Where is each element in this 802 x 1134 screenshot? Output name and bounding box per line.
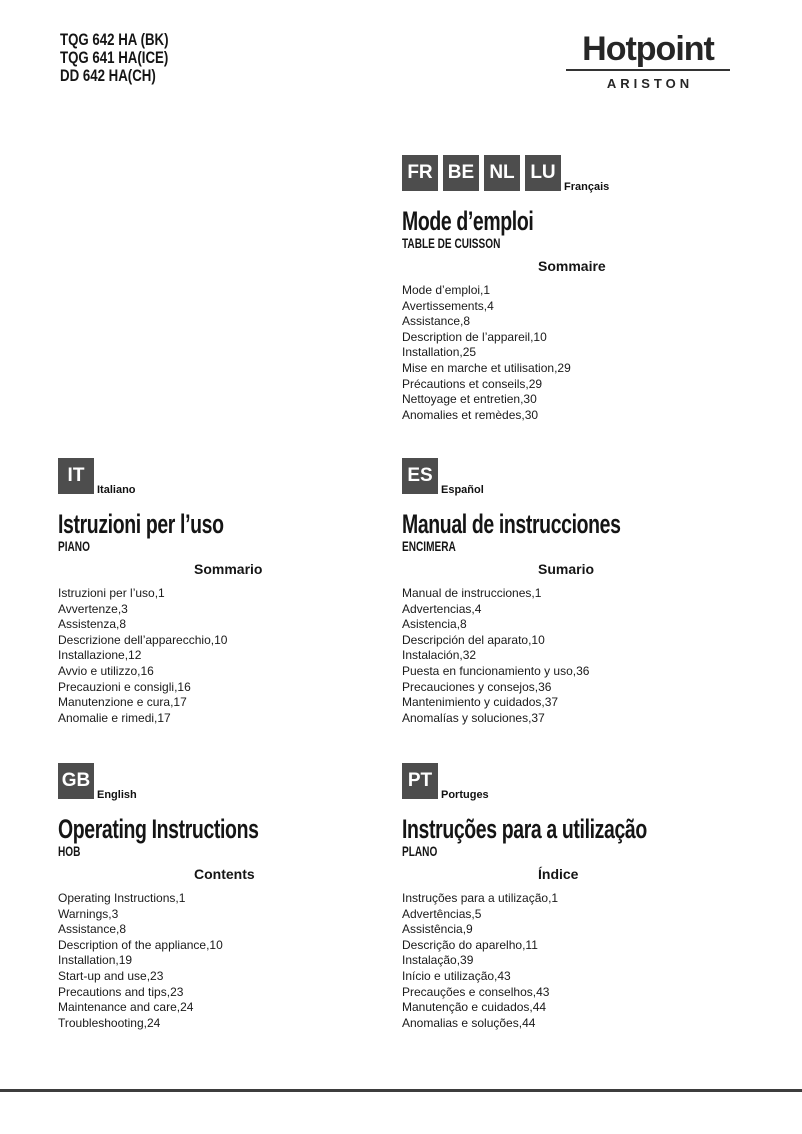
toc-item: Início e utilização,43 <box>402 968 511 983</box>
toc-header: Índice <box>538 866 579 882</box>
language-label: Français <box>564 181 610 193</box>
model-number: TQG 641 HA(ICE) <box>60 48 169 67</box>
toc-item: Operating Instructions,1 <box>58 891 186 905</box>
toc-header: Sommaire <box>538 258 606 274</box>
language-badge: GB <box>58 763 94 799</box>
language-label: Portuges <box>441 789 489 801</box>
toc-item: Précautions et conseils,29 <box>402 376 543 391</box>
language-badge: FR <box>402 155 438 191</box>
toc-item: Assistance,8 <box>58 922 127 937</box>
section-subtitle: ENCIMERA <box>402 538 456 554</box>
toc-item: Istruzioni per l’uso,1 <box>58 586 165 600</box>
toc-item: Manutenzione e cura,17 <box>58 695 187 710</box>
language-badge: ES <box>402 458 438 494</box>
toc-item: Descrizione dell’apparecchio,10 <box>58 632 228 647</box>
toc-item: Description of the appliance,10 <box>58 937 223 952</box>
toc-list <box>402 283 722 423</box>
toc-item: Avertissements,4 <box>402 298 494 313</box>
toc-item: Descrição do aparelho,11 <box>402 937 538 952</box>
language-badge-group <box>402 155 561 191</box>
toc-item: Anomalias e soluções,44 <box>402 1015 536 1030</box>
toc-item: Description de l’appareil,10 <box>402 329 547 344</box>
language-label: Italiano <box>97 484 136 496</box>
toc-item: Start-up and use,23 <box>58 968 164 983</box>
toc-item: Mise en marche et utilisation,29 <box>402 360 571 375</box>
section-spanish <box>402 458 722 726</box>
toc-item: Manutenção e cuidados,44 <box>402 1000 547 1015</box>
toc-item: Precauções e conselhos,43 <box>402 984 550 999</box>
model-number: DD 642 HA(CH) <box>60 66 156 85</box>
toc-item: Maintenance and care,24 <box>58 1000 194 1015</box>
model-number: TQG 642 HA (BK) <box>60 30 169 49</box>
toc-item: Installazione,12 <box>58 648 142 663</box>
language-badge-row <box>402 458 722 494</box>
section-title: Instruções para a utilização <box>402 814 647 844</box>
toc-list <box>58 586 378 726</box>
toc-item: Advertencias,4 <box>402 601 482 616</box>
section-subtitle: TABLE DE CUISSON <box>402 235 501 251</box>
section-french <box>402 155 722 423</box>
toc-item: Mode d’emploi,1 <box>402 283 491 297</box>
toc-header: Sommario <box>194 561 263 577</box>
language-badge-row <box>58 763 378 799</box>
toc-item: Anomalías y soluciones,37 <box>402 710 545 725</box>
toc-item: Puesta en funcionamiento y uso,36 <box>402 663 590 678</box>
toc-item: Nettoyage et entretien,30 <box>402 392 537 407</box>
toc-item: Warnings,3 <box>58 906 119 921</box>
language-badge-group <box>58 458 94 494</box>
section-subtitle: PLANO <box>402 843 438 859</box>
toc-item: Assistência,9 <box>402 922 473 937</box>
section-subtitle: HOB <box>58 843 81 859</box>
toc-item: Mantenimiento y cuidados,37 <box>402 695 559 710</box>
language-label: Español <box>441 484 484 496</box>
toc-item: Advertências,5 <box>402 906 482 921</box>
section-title: Operating Instructions <box>58 814 259 844</box>
toc-item: Instalación,32 <box>402 648 477 663</box>
toc-item: Avvertenze,3 <box>58 601 128 616</box>
toc-item: Precautions and tips,23 <box>58 984 184 999</box>
brand-logo <box>566 31 730 91</box>
section-title: Manual de instrucciones <box>402 509 621 539</box>
toc-item: Instalação,39 <box>402 953 474 968</box>
language-badge-group <box>58 763 94 799</box>
toc-item: Precauzioni e consigli,16 <box>58 679 191 694</box>
section-title: Mode d’emploi <box>402 206 534 236</box>
toc-list <box>58 891 378 1031</box>
language-badge: BE <box>443 155 479 191</box>
toc-item: Assistenza,8 <box>58 617 127 632</box>
toc-item: Precauciones y consejos,36 <box>402 679 552 694</box>
brand-divider <box>566 69 730 71</box>
toc-list <box>402 891 722 1031</box>
language-badge-row <box>402 763 722 799</box>
language-badge: IT <box>58 458 94 494</box>
toc-header: Contents <box>194 866 255 882</box>
section-title: Istruzioni per l’uso <box>58 509 224 539</box>
toc-item: Descripción del aparato,10 <box>402 632 545 647</box>
language-badge-row <box>402 155 722 191</box>
language-badge-group <box>402 763 438 799</box>
toc-item: Assistance,8 <box>402 314 471 329</box>
toc-item: Asistencia,8 <box>402 617 467 632</box>
model-numbers <box>60 31 169 85</box>
section-italian <box>58 458 378 726</box>
toc-item: Avvio e utilizzo,16 <box>58 663 154 678</box>
toc-item: Troubleshooting,24 <box>58 1015 161 1030</box>
language-label: English <box>97 789 137 801</box>
brand-name: Hotpoint <box>582 30 714 68</box>
language-badge: LU <box>525 155 561 191</box>
section-portuguese <box>402 763 722 1031</box>
language-badge: PT <box>402 763 438 799</box>
toc-list <box>402 586 722 726</box>
toc-item: Anomalies et remèdes,30 <box>402 407 539 422</box>
toc-item: Installation,19 <box>58 953 133 968</box>
brand-subname: ARISTON <box>606 76 694 91</box>
language-badge: NL <box>484 155 520 191</box>
language-badge-row <box>58 458 378 494</box>
language-badge-group <box>402 458 438 494</box>
toc-item: Anomalie e rimedi,17 <box>58 710 171 725</box>
toc-header: Sumario <box>538 561 595 577</box>
toc-item: Manual de instrucciones,1 <box>402 586 542 600</box>
toc-item: Installation,25 <box>402 345 477 360</box>
section-subtitle: PIANO <box>58 538 90 554</box>
footer-divider <box>0 1089 802 1092</box>
toc-item: Instruções para a utilização,1 <box>402 891 559 905</box>
section-english <box>58 763 378 1031</box>
